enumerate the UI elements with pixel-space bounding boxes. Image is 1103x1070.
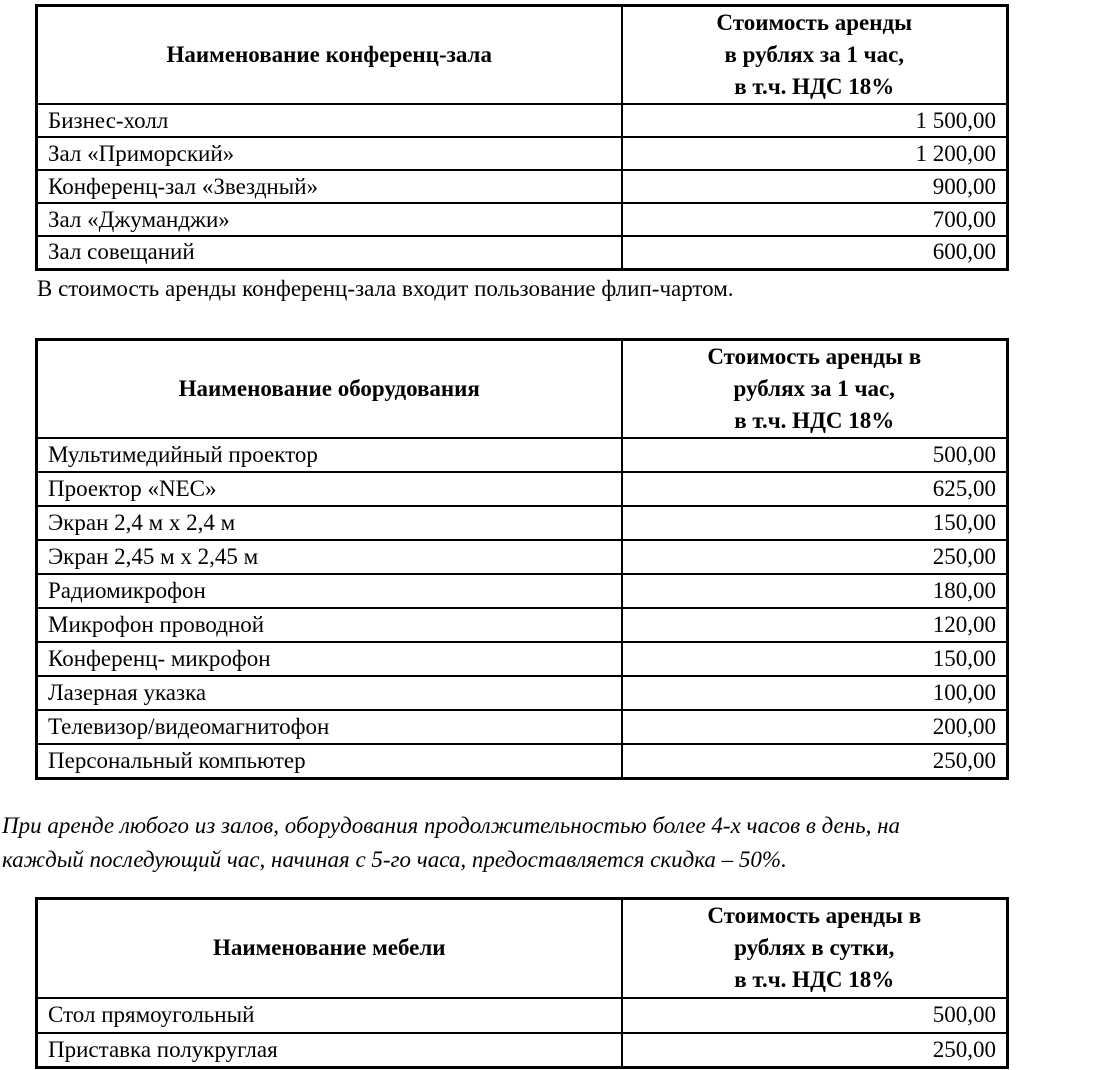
table-row <box>37 438 1008 472</box>
table-row <box>37 137 1008 170</box>
item-price: 150,00 <box>622 506 1008 540</box>
table-row <box>37 472 1008 506</box>
equipment-table <box>35 338 1009 780</box>
table-header-row <box>37 6 1008 105</box>
header-line: в т.ч. НДС 18% <box>734 967 895 993</box>
column-header-equipment-price <box>622 340 1008 439</box>
table-row <box>37 676 1008 710</box>
table-row <box>37 608 1008 642</box>
item-name: Мультимедийный проектор <box>37 438 622 472</box>
item-price: 200,00 <box>622 710 1008 744</box>
header-line: в т.ч. НДС 18% <box>734 74 895 99</box>
item-name: Экран 2,45 м х 2,45 м <box>37 540 622 574</box>
table-row <box>37 104 1008 137</box>
header-line: в рублях за 1 час, <box>724 42 905 67</box>
flipchart-note: В стоимость аренды конференц-зала входит пользование флип-чартом. <box>37 276 734 301</box>
item-name: Приставка полукруглая <box>37 1033 622 1068</box>
item-price: 500,00 <box>622 998 1008 1033</box>
item-price: 180,00 <box>622 574 1008 608</box>
item-name: Экран 2,4 м х 2,4 м <box>37 506 622 540</box>
item-price: 700,00 <box>622 203 1008 236</box>
item-name: Телевизор/видеомагнитофон <box>37 710 622 744</box>
item-name: Зал «Приморский» <box>37 137 622 170</box>
item-name: Микрофон проводной <box>37 608 622 642</box>
item-price: 250,00 <box>622 1033 1008 1068</box>
column-header-equipment-name: Наименование оборудования <box>37 340 622 439</box>
item-price: 120,00 <box>622 608 1008 642</box>
discount-note-line: каждый последующий час, начиная с 5-го часа, предоставляется скидка – 50%. <box>2 847 787 872</box>
table-row <box>37 574 1008 608</box>
header-line: Стоимость аренды <box>716 10 913 35</box>
table-header-row <box>37 340 1008 439</box>
item-price: 250,00 <box>622 540 1008 574</box>
furniture-table <box>35 897 1009 1069</box>
discount-note <box>2 809 1062 877</box>
item-price: 250,00 <box>622 744 1008 778</box>
item-name: Радиомикрофон <box>37 574 622 608</box>
item-price: 1 500,00 <box>622 104 1008 137</box>
table-header-row <box>37 899 1008 998</box>
item-price: 500,00 <box>622 438 1008 472</box>
table-row <box>37 744 1008 778</box>
table-row <box>37 998 1008 1033</box>
column-header-hall-price <box>622 6 1008 105</box>
item-price: 100,00 <box>622 676 1008 710</box>
item-price: 1 200,00 <box>622 137 1008 170</box>
table-row <box>37 540 1008 574</box>
item-name: Лазерная указка <box>37 676 622 710</box>
item-name: Зал «Джуманджи» <box>37 203 622 236</box>
header-line: в т.ч. НДС 18% <box>734 408 895 433</box>
item-name: Проектор «NEC» <box>37 472 622 506</box>
item-name: Конференц- микрофон <box>37 642 622 676</box>
table-row <box>37 506 1008 540</box>
table-row <box>37 1033 1008 1068</box>
item-name: Стол прямоугольный <box>37 998 622 1033</box>
header-line: рублях за 1 час, <box>733 376 895 401</box>
header-line: рублях в сутки, <box>734 935 895 961</box>
header-line: Стоимость аренды в <box>707 344 922 369</box>
table-row <box>37 170 1008 203</box>
item-price: 625,00 <box>622 472 1008 506</box>
item-name: Зал совещаний <box>37 236 622 269</box>
conference-halls-table <box>35 4 1009 271</box>
item-name: Персональный компьютер <box>37 744 622 778</box>
table-row <box>37 236 1008 269</box>
item-price: 600,00 <box>622 236 1008 269</box>
header-line: Стоимость аренды в <box>707 903 922 929</box>
item-price: 150,00 <box>622 642 1008 676</box>
discount-note-line: При аренде любого из залов, оборудования продолжительностью более 4-х часов в день, на <box>2 813 901 838</box>
table-row <box>37 710 1008 744</box>
item-name: Конференц-зал «Звездный» <box>37 170 622 203</box>
table-row <box>37 203 1008 236</box>
column-header-furniture-price <box>622 899 1008 998</box>
column-header-hall-name: Наименование конференц-зала <box>37 6 622 105</box>
item-name: Бизнес-холл <box>37 104 622 137</box>
table-row <box>37 642 1008 676</box>
column-header-furniture-name: Наименование мебели <box>37 899 622 998</box>
item-price: 900,00 <box>622 170 1008 203</box>
